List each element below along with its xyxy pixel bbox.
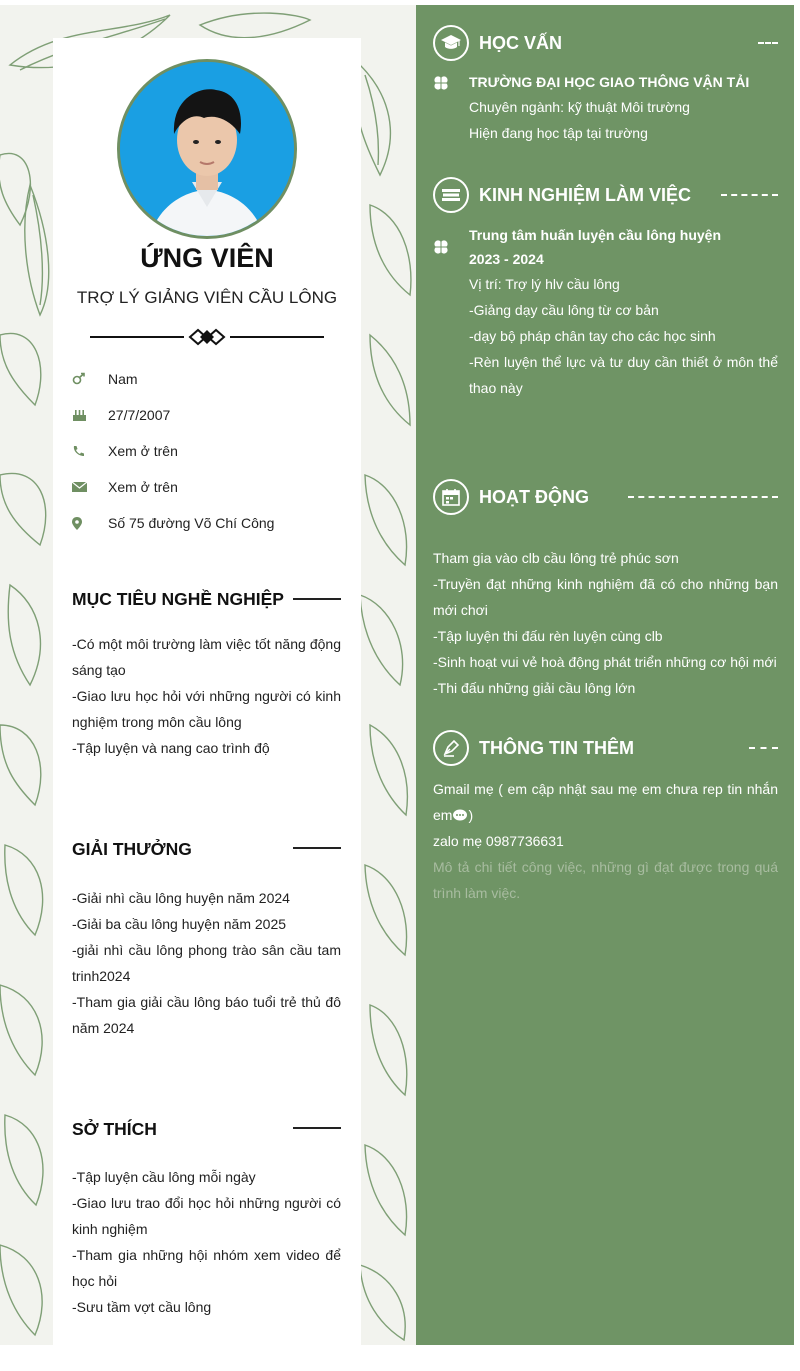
activity-line: -Sinh hoạt vui vẻ hoà động phát triển những cơ hội mới xyxy=(433,654,777,670)
experience-line: -Giảng dạy cầu lông từ cơ bản xyxy=(469,302,659,318)
contact-address-text: Số 75 đường Võ Chí Công xyxy=(108,515,275,531)
ornament-divider xyxy=(88,327,326,347)
contact-phone-text: Xem ở trên xyxy=(108,443,178,459)
graduation-cap-icon xyxy=(433,25,469,61)
award-line: -Giải nhì cầu lông huyện năm 2024 xyxy=(72,890,290,906)
objective-line: -Giao lưu học hỏi với những người có kinh nghiệm trong môn cầu lông xyxy=(72,688,341,730)
contact-address xyxy=(72,513,274,533)
hobbies-list xyxy=(72,1164,341,1320)
contact-birthday xyxy=(72,405,170,425)
activity-line: -Truyền đạt những kinh nghiệm đã có cho những bạn mới chơi xyxy=(433,576,778,618)
envelope-icon xyxy=(72,481,108,493)
extra-info-title: THÔNG TIN THÊM xyxy=(479,738,634,758)
experience-title: KINH NGHIỆM LÀM VIỆC xyxy=(479,185,692,205)
avatar xyxy=(117,59,297,239)
contact-email xyxy=(72,477,178,497)
hobbies-rule xyxy=(293,1127,341,1129)
pen-nib-icon xyxy=(433,730,469,766)
contact-email-text: Xem ở trên xyxy=(108,479,178,495)
education-major: Chuyên ngành: kỹ thuật Môi trường xyxy=(469,99,690,115)
experience-line: -Rèn luyện thể lực và tư duy cần thiết ở môn thể thao này xyxy=(469,354,778,396)
activity-line: -Tập luyện thi đấu rèn luyện cùng clb xyxy=(433,628,663,644)
speech-bubble-emoji-icon xyxy=(452,809,468,821)
hobbies-title: SỞ THÍCH xyxy=(72,1119,157,1139)
award-line: -Tham gia giải cầu lông báo tuổi trẻ thủ đô năm 2024 xyxy=(72,994,341,1036)
awards-rule xyxy=(293,847,341,849)
education-title: HỌC VẤN xyxy=(479,33,563,53)
extra-info-dash-rule xyxy=(749,747,778,749)
contact-gender-text: Nam xyxy=(108,371,138,387)
briefcase-books-icon xyxy=(433,177,469,213)
extra-info-content xyxy=(433,776,778,906)
work-period: 2023 - 2024 xyxy=(469,251,544,267)
extra-zalo-line: zalo mẹ 0987736631 xyxy=(433,833,564,849)
award-line: -Giải ba cầu lông huyện năm 2025 xyxy=(72,916,287,932)
activity-line: Tham gia vào clb cầu lông trẻ phúc sơn xyxy=(433,550,679,566)
gender-icon xyxy=(72,372,108,386)
education-entry xyxy=(469,70,778,146)
clover-bullet-icon xyxy=(432,238,450,256)
objective-title: MỤC TIÊU NGHỀ NGHIỆP xyxy=(72,589,284,609)
portrait-photo xyxy=(120,62,294,236)
hobby-line: -Tập luyện cầu lông mỗi ngày xyxy=(72,1169,256,1185)
clover-bullet-icon xyxy=(432,74,450,92)
activities-dash-rule xyxy=(628,496,778,498)
experience-line: -dạy bộ pháp chân tay cho các học sinh xyxy=(469,328,716,344)
candidate-name: ỨNG VIÊN xyxy=(140,243,274,273)
hobby-line: -Sưu tầm vợt cầu lông xyxy=(72,1299,212,1315)
awards-title: GIẢI THƯỞNG xyxy=(72,839,192,859)
experience-line: Vị trí: Trợ lý hlv cầu lông xyxy=(469,276,620,292)
school-name: TRƯỜNG ĐẠI HỌC GIAO THÔNG VẬN TẢI xyxy=(469,74,750,90)
education-status: Hiện đang học tập tại trường xyxy=(469,125,648,141)
calendar-icon xyxy=(433,479,469,515)
extra-gmail-text: Gmail mẹ ( em cập nhật sau mẹ em chưa rep tin nhắn em xyxy=(433,781,778,823)
award-line: -giải nhì cầu lông phong trào sân cầu tam trinh2024 xyxy=(72,942,341,984)
activities-list xyxy=(433,545,778,701)
map-pin-icon xyxy=(72,517,108,530)
experience-dash-rule xyxy=(721,194,778,196)
objective-line: -Tập luyện và nang cao trình độ xyxy=(72,740,270,756)
birthday-cake-icon xyxy=(72,408,108,422)
contact-birthday-text: 27/7/2007 xyxy=(108,407,171,423)
company-name: Trung tâm huấn luyện cầu lông huyện xyxy=(469,227,722,243)
education-dash-rule xyxy=(758,42,778,44)
phone-icon xyxy=(72,445,108,457)
extra-placeholder-text: Mô tả chi tiết công việc, những gì đạt được trong quá trình làm việc. xyxy=(433,859,778,901)
extra-gmail-end: ) xyxy=(468,807,474,823)
objective-rule xyxy=(293,598,341,600)
hobby-line: -Giao lưu trao đổi học hỏi những người có kinh nghiệm xyxy=(72,1195,341,1237)
awards-list xyxy=(72,885,341,1041)
objective-list xyxy=(72,631,341,761)
candidate-role: TRỢ LÝ GIẢNG VIÊN CẦU LÔNG xyxy=(76,288,338,307)
activity-line: -Thi đấu những giải cầu lông lớn xyxy=(433,680,636,696)
objective-line: -Có một môi trường làm việc tốt năng động sáng tạo xyxy=(72,636,341,678)
contact-phone xyxy=(72,441,178,461)
activities-title: HOẠT ĐỘNG xyxy=(479,487,589,507)
extra-gmail-line xyxy=(433,776,778,828)
hobby-line: -Tham gia những hội nhóm xem video để học hỏi xyxy=(72,1247,341,1289)
contact-gender xyxy=(72,369,138,389)
experience-entry xyxy=(469,223,778,401)
